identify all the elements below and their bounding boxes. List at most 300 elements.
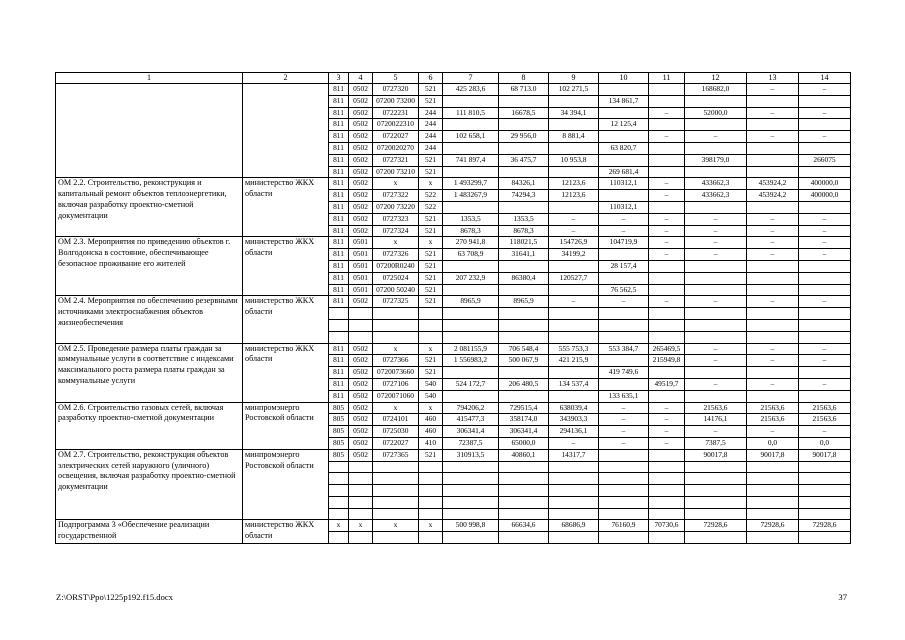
column-header: 9 bbox=[549, 73, 599, 84]
table-cell: 12 125,4 bbox=[599, 119, 649, 131]
table-cell: 524 172,7 bbox=[443, 378, 499, 390]
table-cell: 343903,3 bbox=[549, 414, 599, 426]
table-cell bbox=[799, 308, 851, 320]
table-cell: 0722231 bbox=[373, 107, 419, 119]
table-cell bbox=[599, 378, 649, 390]
table-cell: 0502 bbox=[349, 367, 373, 379]
table-cell: х bbox=[419, 178, 443, 190]
table-cell bbox=[373, 485, 419, 497]
table-cell bbox=[649, 319, 685, 331]
table-row bbox=[56, 520, 851, 532]
table-cell: 104719,9 bbox=[599, 237, 649, 249]
column-header: 6 bbox=[419, 73, 443, 84]
document-path: Z:\ORST\Ppo\1225p192.f15.docx bbox=[56, 592, 173, 602]
table-cell bbox=[599, 473, 649, 485]
table-cell: 555 753,3 bbox=[549, 343, 599, 355]
table-cell bbox=[329, 331, 349, 343]
table-cell: 07200 73200 bbox=[373, 95, 419, 107]
table-cell bbox=[549, 331, 599, 343]
table-cell bbox=[329, 461, 349, 473]
table-cell: 0502 bbox=[349, 142, 373, 154]
table-cell bbox=[799, 473, 851, 485]
table-cell: 794206,2 bbox=[443, 402, 499, 414]
table-cell bbox=[799, 496, 851, 508]
table-cell: 521 bbox=[419, 249, 443, 261]
table-cell: – bbox=[599, 213, 649, 225]
table-cell: – bbox=[685, 131, 747, 143]
table-cell bbox=[747, 485, 799, 497]
table-cell bbox=[443, 367, 499, 379]
table-cell bbox=[443, 485, 499, 497]
responsible-executor: минпромэнерго Ростовской области bbox=[243, 402, 329, 449]
responsible-executor: минпромэнерго Ростовской области bbox=[243, 449, 329, 520]
table-cell bbox=[685, 201, 747, 213]
table-cell bbox=[599, 154, 649, 166]
table-cell: 0727365 bbox=[373, 449, 419, 461]
table-cell: 0502 bbox=[349, 390, 373, 402]
table-cell: 84326,1 bbox=[499, 178, 549, 190]
table-cell: 34 394,1 bbox=[549, 107, 599, 119]
table-cell: 0727106 bbox=[373, 378, 419, 390]
table-cell bbox=[685, 272, 747, 284]
table-cell: 500 998,8 bbox=[443, 520, 499, 532]
table-cell: – bbox=[549, 225, 599, 237]
table-cell: 90017,8 bbox=[747, 449, 799, 461]
table-cell bbox=[549, 201, 599, 213]
table-cell: 244 bbox=[419, 131, 443, 143]
table-cell: 0727323 bbox=[373, 213, 419, 225]
table-cell: 398179,0 bbox=[685, 154, 747, 166]
table-cell: 553 384,7 bbox=[599, 343, 649, 355]
measure-description bbox=[56, 84, 243, 178]
table-cell bbox=[549, 367, 599, 379]
table-cell: 706 548,4 bbox=[499, 343, 549, 355]
table-cell bbox=[373, 319, 419, 331]
table-cell bbox=[747, 461, 799, 473]
table-cell bbox=[419, 508, 443, 520]
table-cell bbox=[599, 84, 649, 96]
table-cell bbox=[649, 84, 685, 96]
table-cell bbox=[649, 166, 685, 178]
table-cell: – bbox=[549, 437, 599, 449]
table-row bbox=[56, 296, 851, 308]
table-cell bbox=[747, 390, 799, 402]
page-number: 37 bbox=[838, 592, 847, 602]
table-cell bbox=[599, 107, 649, 119]
table-cell: 0727322 bbox=[373, 190, 419, 202]
table-cell bbox=[499, 473, 549, 485]
table-cell: 21563,6 bbox=[685, 402, 747, 414]
table-cell bbox=[329, 508, 349, 520]
table-cell: – bbox=[799, 213, 851, 225]
table-cell bbox=[747, 331, 799, 343]
table-cell: 21563,6 bbox=[799, 402, 851, 414]
table-cell: 1 556983,2 bbox=[443, 355, 499, 367]
table-cell bbox=[329, 308, 349, 320]
table-cell bbox=[649, 260, 685, 272]
table-cell bbox=[799, 485, 851, 497]
table-cell: 811 bbox=[329, 213, 349, 225]
table-cell: 0501 bbox=[349, 284, 373, 296]
table-cell: 811 bbox=[329, 178, 349, 190]
table-cell: – bbox=[747, 296, 799, 308]
table-cell bbox=[329, 473, 349, 485]
table-cell: 425 283,6 bbox=[443, 84, 499, 96]
table-cell: 0727366 bbox=[373, 355, 419, 367]
table-cell bbox=[419, 485, 443, 497]
table-cell: 72928,6 bbox=[747, 520, 799, 532]
table-cell bbox=[499, 201, 549, 213]
table-cell: х bbox=[419, 402, 443, 414]
table-cell: х bbox=[419, 237, 443, 249]
table-cell: 0720073660 bbox=[373, 367, 419, 379]
table-cell: 1 483267,9 bbox=[443, 190, 499, 202]
table-cell: 805 bbox=[329, 449, 349, 461]
table-cell: 7387,5 bbox=[685, 437, 747, 449]
table-cell: – bbox=[799, 237, 851, 249]
column-header: 1 bbox=[56, 73, 243, 84]
table-cell: 811 bbox=[329, 284, 349, 296]
table-cell: 72928,6 bbox=[799, 520, 851, 532]
table-cell bbox=[443, 461, 499, 473]
table-cell: – bbox=[799, 225, 851, 237]
table-cell bbox=[747, 95, 799, 107]
table-cell bbox=[649, 272, 685, 284]
table-cell bbox=[443, 284, 499, 296]
table-cell bbox=[499, 284, 549, 296]
table-cell: 521 bbox=[419, 95, 443, 107]
table-cell bbox=[649, 308, 685, 320]
table-cell: 453924,2 bbox=[747, 178, 799, 190]
table-cell: – bbox=[685, 355, 747, 367]
table-cell bbox=[747, 508, 799, 520]
table-cell bbox=[799, 390, 851, 402]
table-cell: 0720020270 bbox=[373, 142, 419, 154]
table-cell bbox=[747, 142, 799, 154]
table-cell: 90017,8 bbox=[799, 449, 851, 461]
table-cell bbox=[499, 308, 549, 320]
table-cell bbox=[599, 308, 649, 320]
table-row bbox=[56, 237, 851, 249]
table-cell: 0,0 bbox=[799, 437, 851, 449]
table-cell: 1 493299,7 bbox=[443, 178, 499, 190]
table-cell: – bbox=[649, 190, 685, 202]
column-header: 10 bbox=[599, 73, 649, 84]
table-cell bbox=[499, 95, 549, 107]
table-cell bbox=[799, 532, 851, 544]
table-cell bbox=[685, 485, 747, 497]
table-cell: – bbox=[685, 249, 747, 261]
table-cell: 811 bbox=[329, 95, 349, 107]
table-cell: 521 bbox=[419, 367, 443, 379]
table-cell: 244 bbox=[419, 119, 443, 131]
table-cell: 74294,3 bbox=[499, 190, 549, 202]
table-cell bbox=[349, 485, 373, 497]
table-cell: 306341,4 bbox=[443, 426, 499, 438]
table-cell: 07200R0240 bbox=[373, 260, 419, 272]
table-cell: 0502 bbox=[349, 95, 373, 107]
table-cell bbox=[649, 532, 685, 544]
table-cell: 118021,5 bbox=[499, 237, 549, 249]
table-cell bbox=[349, 496, 373, 508]
table-cell: 07200 73220 bbox=[373, 201, 419, 213]
table-cell bbox=[499, 319, 549, 331]
table-cell bbox=[419, 308, 443, 320]
table-cell: 52000,0 bbox=[685, 107, 747, 119]
table-cell: х bbox=[373, 520, 419, 532]
table-cell: х bbox=[373, 402, 419, 414]
table-cell: 0722027 bbox=[373, 131, 419, 143]
table-cell: 14176,1 bbox=[685, 414, 747, 426]
table-cell bbox=[419, 319, 443, 331]
column-header: 11 bbox=[649, 73, 685, 84]
table-cell: 269 681,4 bbox=[599, 166, 649, 178]
table-cell: 16678,5 bbox=[499, 107, 549, 119]
table-cell: – bbox=[685, 378, 747, 390]
table-cell: 0502 bbox=[349, 437, 373, 449]
table-cell: – bbox=[799, 249, 851, 261]
table-cell bbox=[649, 154, 685, 166]
table-cell: 811 bbox=[329, 296, 349, 308]
table-cell: 522 bbox=[419, 190, 443, 202]
table-cell: 0502 bbox=[349, 225, 373, 237]
column-header: 2 bbox=[243, 73, 329, 84]
table-cell: 400000,0 bbox=[799, 178, 851, 190]
table-cell: 811 bbox=[329, 131, 349, 143]
table-cell: 521 bbox=[419, 213, 443, 225]
table-cell: – bbox=[685, 426, 747, 438]
table-cell bbox=[685, 331, 747, 343]
table-cell bbox=[599, 461, 649, 473]
table-cell: 811 bbox=[329, 343, 349, 355]
table-cell: 8965,9 bbox=[443, 296, 499, 308]
table-cell bbox=[685, 142, 747, 154]
table-cell: 0727326 bbox=[373, 249, 419, 261]
table-cell: 0502 bbox=[349, 414, 373, 426]
table-cell: 90017,8 bbox=[685, 449, 747, 461]
responsible-executor: министерство ЖКХ области bbox=[243, 343, 329, 402]
table-cell: – bbox=[747, 84, 799, 96]
table-cell bbox=[685, 461, 747, 473]
table-cell: 0502 bbox=[349, 402, 373, 414]
table-cell: 0727320 bbox=[373, 84, 419, 96]
table-cell bbox=[349, 308, 373, 320]
table-cell: 8965,9 bbox=[499, 296, 549, 308]
measure-description: ОМ 2.4. Мероприятия по обеспечению резервными источниками электроснабжения объектов жизнеобеспечения bbox=[56, 296, 243, 343]
table-cell: 811 bbox=[329, 367, 349, 379]
table-cell: – bbox=[799, 84, 851, 96]
table-cell bbox=[685, 284, 747, 296]
table-cell bbox=[549, 284, 599, 296]
responsible-executor: министерство ЖКХ области bbox=[243, 296, 329, 343]
table-cell: 0501 bbox=[349, 237, 373, 249]
table-cell: 40860,1 bbox=[499, 449, 549, 461]
table-cell bbox=[747, 201, 799, 213]
table-cell bbox=[549, 473, 599, 485]
table-cell: 72928,6 bbox=[685, 520, 747, 532]
table-cell: 206 480,5 bbox=[499, 378, 549, 390]
table-cell: 811 bbox=[329, 260, 349, 272]
table-cell: 266075 bbox=[799, 154, 851, 166]
table-cell bbox=[443, 473, 499, 485]
table-cell: 1353,5 bbox=[499, 213, 549, 225]
table-cell bbox=[685, 308, 747, 320]
table-cell: – bbox=[799, 296, 851, 308]
table-cell: 433662,3 bbox=[685, 178, 747, 190]
table-cell: 0727325 bbox=[373, 296, 419, 308]
table-cell: 310913,5 bbox=[443, 449, 499, 461]
table-cell bbox=[349, 508, 373, 520]
column-header: 7 bbox=[443, 73, 499, 84]
table-cell: 86380,4 bbox=[499, 272, 549, 284]
table-row bbox=[56, 449, 851, 461]
table-cell bbox=[443, 496, 499, 508]
table-cell: 111 810,5 bbox=[443, 107, 499, 119]
table-cell: 8678,3 bbox=[443, 225, 499, 237]
table-cell: 270 941,8 bbox=[443, 237, 499, 249]
table-cell bbox=[499, 508, 549, 520]
table-row bbox=[56, 178, 851, 190]
table-cell bbox=[747, 154, 799, 166]
table-cell: – bbox=[649, 131, 685, 143]
table-cell: 811 bbox=[329, 390, 349, 402]
responsible-executor: министерство ЖКХ области bbox=[243, 178, 329, 237]
table-cell: 540 bbox=[419, 378, 443, 390]
table-cell bbox=[799, 95, 851, 107]
table-cell: – bbox=[747, 237, 799, 249]
table-cell: – bbox=[649, 225, 685, 237]
table-cell: 0502 bbox=[349, 201, 373, 213]
table-cell bbox=[443, 532, 499, 544]
table-cell: 31641,1 bbox=[499, 249, 549, 261]
table-cell: – bbox=[747, 249, 799, 261]
table-cell bbox=[649, 496, 685, 508]
table-cell: х bbox=[373, 237, 419, 249]
table-cell: 29 956,0 bbox=[499, 131, 549, 143]
table-cell bbox=[349, 532, 373, 544]
table-cell: 68686,9 bbox=[549, 520, 599, 532]
table-cell: 0725030 bbox=[373, 426, 419, 438]
table-cell bbox=[599, 331, 649, 343]
table-cell: 12123,6 bbox=[549, 190, 599, 202]
table-cell: 0502 bbox=[349, 190, 373, 202]
table-cell bbox=[599, 532, 649, 544]
table-cell bbox=[443, 142, 499, 154]
table-cell: 70730,6 bbox=[649, 520, 685, 532]
table-cell: 07200 50240 bbox=[373, 284, 419, 296]
table-cell bbox=[599, 485, 649, 497]
table-cell bbox=[443, 331, 499, 343]
table-cell: – bbox=[649, 178, 685, 190]
table-cell: 805 bbox=[329, 437, 349, 449]
budget-table-page bbox=[55, 72, 850, 544]
table-cell: 811 bbox=[329, 119, 349, 131]
table-cell: 805 bbox=[329, 402, 349, 414]
table-cell: 66634,6 bbox=[499, 520, 549, 532]
table-cell: 0502 bbox=[349, 296, 373, 308]
table-cell bbox=[649, 119, 685, 131]
table-cell bbox=[649, 142, 685, 154]
table-cell: 28 157,4 bbox=[599, 260, 649, 272]
table-cell: 306341,4 bbox=[499, 426, 549, 438]
table-cell: 0501 bbox=[349, 272, 373, 284]
table-cell bbox=[443, 166, 499, 178]
table-cell: 811 bbox=[329, 237, 349, 249]
table-cell: 76 562,5 bbox=[599, 284, 649, 296]
table-cell: – bbox=[799, 426, 851, 438]
column-header: 3 bbox=[329, 73, 349, 84]
table-cell bbox=[685, 473, 747, 485]
column-header: 13 bbox=[747, 73, 799, 84]
table-cell bbox=[599, 355, 649, 367]
table-cell: 0720022310 bbox=[373, 119, 419, 131]
table-cell: 811 bbox=[329, 272, 349, 284]
table-cell bbox=[549, 95, 599, 107]
column-header: 5 bbox=[373, 73, 419, 84]
table-cell bbox=[747, 284, 799, 296]
table-cell bbox=[373, 461, 419, 473]
table-cell: 34199,2 bbox=[549, 249, 599, 261]
measure-description: ОМ 2.6. Строительство газовых сетей, включая разработку проектно-сметной документации bbox=[56, 402, 243, 449]
table-cell: 433662,3 bbox=[685, 190, 747, 202]
table-cell: 421 215,9 bbox=[549, 355, 599, 367]
table-cell: 265469,5 bbox=[649, 343, 685, 355]
table-cell: 244 bbox=[419, 142, 443, 154]
table-cell: – bbox=[549, 296, 599, 308]
table-cell: 540 bbox=[419, 390, 443, 402]
table-cell: – bbox=[685, 296, 747, 308]
table-cell: 68 713.0 bbox=[499, 84, 549, 96]
table-cell bbox=[799, 119, 851, 131]
table-cell bbox=[599, 496, 649, 508]
table-cell: 729515,4 bbox=[499, 402, 549, 414]
table-cell bbox=[499, 119, 549, 131]
table-cell: – bbox=[599, 437, 649, 449]
table-cell bbox=[685, 319, 747, 331]
table-cell: 521 bbox=[419, 84, 443, 96]
table-cell: 294136,1 bbox=[549, 426, 599, 438]
table-cell bbox=[599, 131, 649, 143]
table-cell: 638039,4 bbox=[549, 402, 599, 414]
table-cell bbox=[685, 532, 747, 544]
responsible-executor: министерство ЖКХ области bbox=[243, 237, 329, 296]
table-cell: – bbox=[649, 414, 685, 426]
table-cell bbox=[799, 260, 851, 272]
table-cell bbox=[649, 201, 685, 213]
table-cell bbox=[747, 367, 799, 379]
table-cell: 521 bbox=[419, 225, 443, 237]
table-cell: 0502 bbox=[349, 343, 373, 355]
table-cell: – bbox=[599, 225, 649, 237]
table-cell: – bbox=[685, 237, 747, 249]
table-cell: 400000,0 bbox=[799, 190, 851, 202]
table-cell bbox=[649, 461, 685, 473]
table-cell: 741 897,4 bbox=[443, 154, 499, 166]
table-cell bbox=[549, 508, 599, 520]
table-cell: 63 708,9 bbox=[443, 249, 499, 261]
table-cell bbox=[499, 142, 549, 154]
table-cell bbox=[799, 272, 851, 284]
table-cell: – bbox=[747, 426, 799, 438]
table-cell bbox=[499, 166, 549, 178]
table-cell: 358174,0 bbox=[499, 414, 549, 426]
table-cell: 0727324 bbox=[373, 225, 419, 237]
table-cell bbox=[599, 272, 649, 284]
table-cell: 419 749,6 bbox=[599, 367, 649, 379]
table-cell bbox=[599, 319, 649, 331]
table-cell bbox=[685, 367, 747, 379]
table-cell: 811 bbox=[329, 154, 349, 166]
